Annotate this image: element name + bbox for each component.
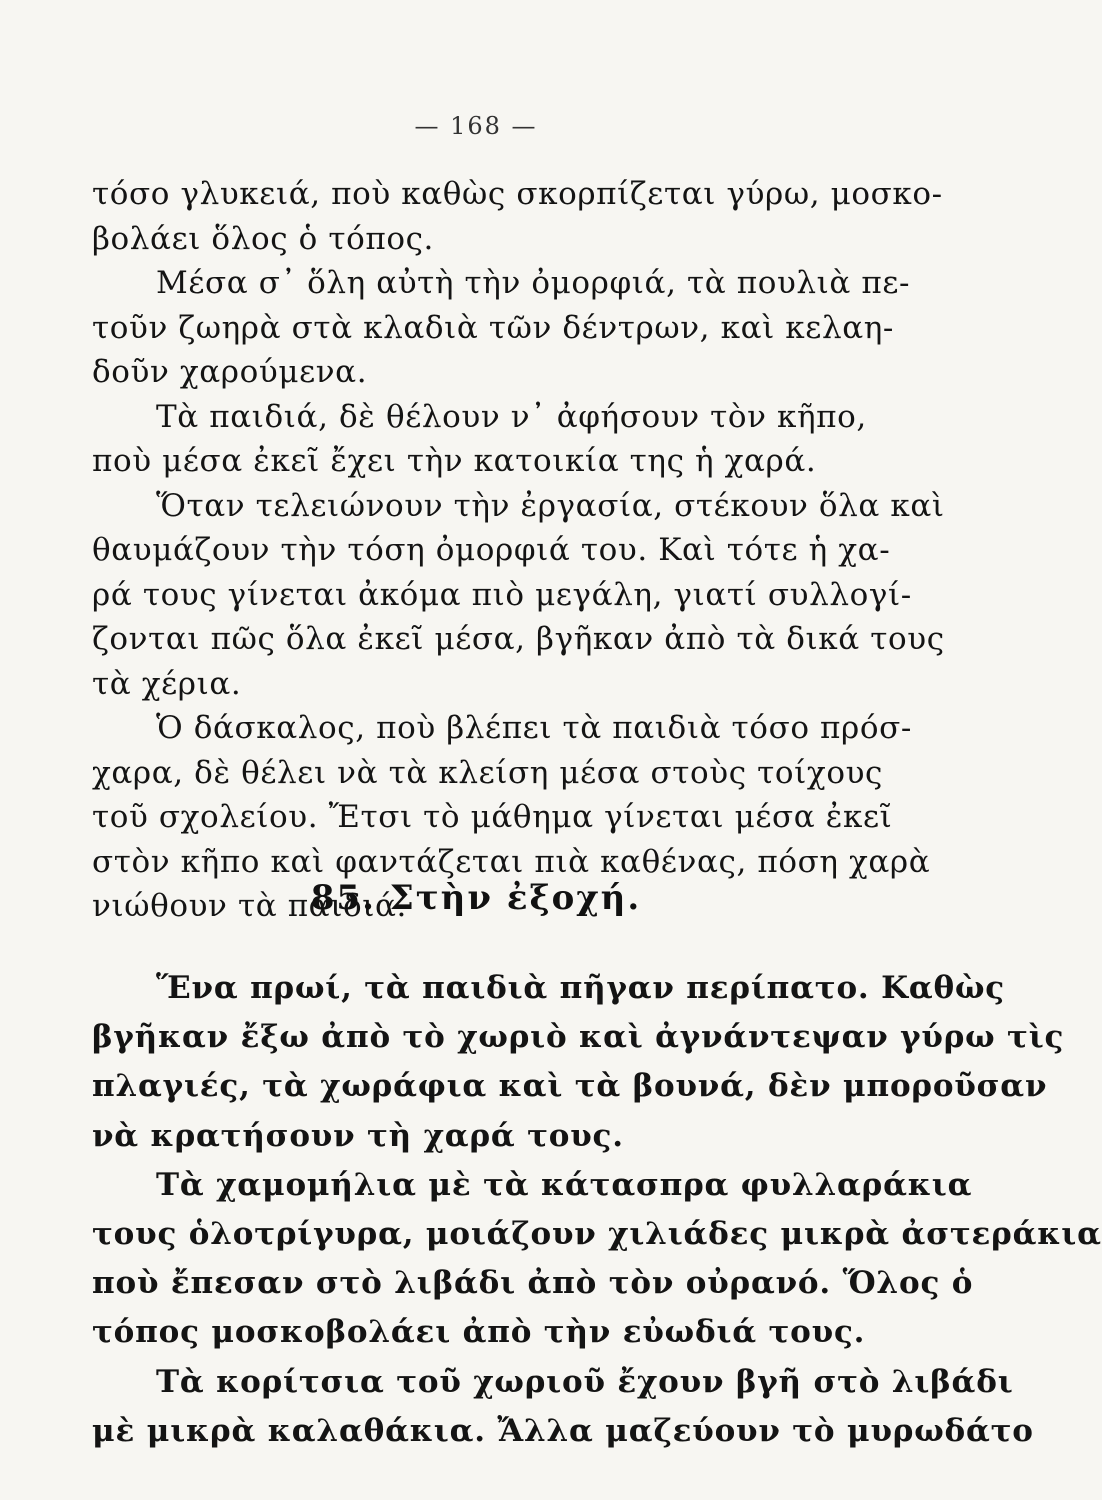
text-line: βολάει ὅλος ὁ τόπος.: [92, 220, 435, 257]
text-line: ρά τους γίνεται ἀκόμα πιὸ μεγάλη, γιατί συλλογί-: [92, 576, 912, 613]
text-line: χαρα, δὲ θέλει νὰ τὰ κλείση μέσα στοὺς τοίχους: [92, 754, 883, 791]
text-line: πλαγιές, τὰ χωράφια καὶ τὰ βουνά, δὲν μποροῦσαν: [92, 1068, 1048, 1105]
text-line: μὲ μικρὰ καλαθάκια. Ἄλλα μαζεύουν τὸ μυρωδάτο: [92, 1412, 1034, 1449]
text-line: τόσο γλυκειά, ποὺ καθὼς σκορπίζεται γύρω, μοσκο-: [92, 176, 943, 212]
text-line: Ἕνα πρωί, τὰ παιδιὰ πῆγαν περίπατο. Καθὼς: [156, 970, 1005, 1006]
text-line: στὸν κῆπο καὶ φαντάζεται πιὰ καθένας, πόση χαρὰ: [92, 843, 931, 880]
text-line: Μέσα σ᾽ ὅλη αὐτὴ τὴν ὀμορφιά, τὰ πουλιὰ πε-: [156, 265, 911, 301]
text-line: νιώθουν τὰ παιδιά.: [92, 888, 407, 924]
text-line: ζονται πῶς ὅλα ἐκεῖ μέσα, βγῆκαν ἀπὸ τὰ δικά τους: [92, 621, 945, 657]
text-line: νὰ κρατήσουν τὴ χαρά τους.: [92, 1117, 624, 1154]
text-line: τους ὁλοτρίγυρα, μοιάζουν χιλιάδες μικρὰ ἀστεράκια: [92, 1216, 1102, 1253]
text-line: τοῦ σχολείου. Ἔτσι τὸ μάθημα γίνεται μέσα ἐκεῖ: [92, 799, 893, 835]
section-heading: 85. Στὴν ἐξοχή.: [310, 878, 642, 918]
page-number: — 168 —: [414, 112, 538, 140]
text-line: Ὁ δάσκαλος, ποὺ βλέπει τὰ παιδιὰ τόσο πρόσ-: [156, 710, 912, 746]
text-line: Τὰ παιδιά, δὲ θέλουν ν᾽ ἀφήσουν τὸν κῆπο,: [156, 398, 867, 435]
text-line: Τὰ χαμομήλια μὲ τὰ κάτασπρα φυλλαράκια: [156, 1166, 973, 1203]
text-line: θαυμάζουν τὴν τόση ὀμορφιά του. Καὶ τότε ἡ χα-: [92, 532, 891, 568]
text-line: τόπος μοσκοβολάει ἀπὸ τὴν εὐωδιά τους.: [92, 1314, 866, 1351]
text-line: ποὺ μέσα ἐκεῖ ἔχει τὴν κατοικία της ἡ χαρά.: [92, 443, 817, 479]
text-line: Τὰ κορίτσια τοῦ χωριοῦ ἔχουν βγῆ στὸ λιβάδι: [156, 1363, 1014, 1400]
text-line: βγῆκαν ἔξω ἀπὸ τὸ χωριὸ καὶ ἀγνάντεψαν γύρω τὶς: [92, 1019, 1065, 1056]
lower-text-block: [92, 964, 1102, 1456]
text-line: δοῦν χαρούμενα.: [92, 354, 368, 390]
text-line: τὰ χέρια.: [92, 665, 242, 702]
text-line: Ὅταν τελειώνουν τὴν ἐργασία, στέκουν ὅλα καὶ: [156, 487, 945, 524]
upper-text-block: [92, 172, 945, 929]
text-line: ποὺ ἔπεσαν στὸ λιβάδι ἀπὸ τὸν οὐρανό. Ὅλος ὁ: [92, 1265, 974, 1302]
text-line: τοῦν ζωηρὰ στὰ κλαδιὰ τῶν δέντρων, καὶ κελαη-: [92, 309, 894, 346]
